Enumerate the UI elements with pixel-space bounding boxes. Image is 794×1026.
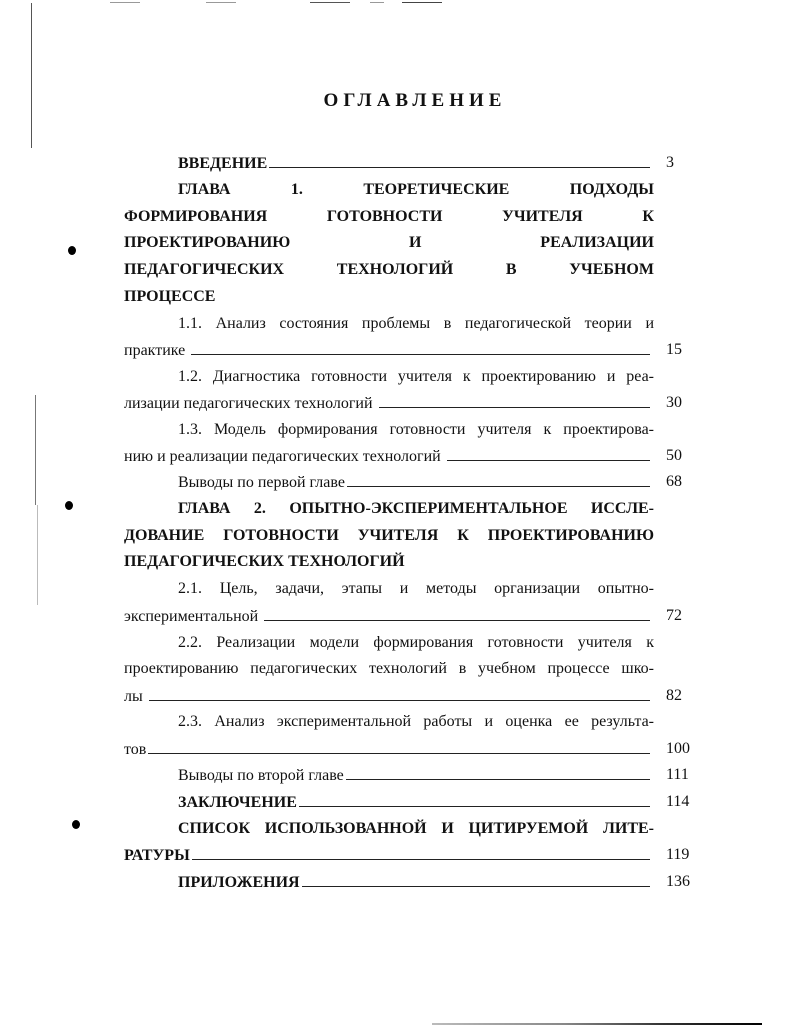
toc-section-1-2-line2[interactable] [124, 393, 654, 414]
scan-top-mark [402, 2, 442, 3]
dot-leader [346, 765, 650, 780]
dot-leader [269, 153, 650, 168]
toc-chapter1-line1[interactable] [124, 180, 654, 200]
toc-references-line1[interactable]: СПИСОК ИСПОЛЬЗОВАННОЙ И ЦИТИРУЕМОЙ ЛИТЕ- [178, 820, 654, 837]
toc-section-2-1-line2[interactable] [124, 606, 654, 627]
word: ПОДХОДЫ [569, 181, 654, 198]
toc-entry-appendix[interactable] [124, 872, 654, 893]
toc-section-1-2-line1[interactable]: 1.2. Диагностика готовности учителя к проектированию и реа- [178, 368, 654, 385]
toc-references-line2[interactable] [124, 845, 654, 866]
word: УЧИТЕЛЯ [502, 208, 583, 225]
punch-hole-mark [72, 820, 80, 829]
scan-top-mark [370, 2, 384, 3]
toc-entry-label: экспериментальной [124, 608, 259, 625]
toc-chapter1-line5[interactable]: ПРОЦЕССЕ [124, 288, 216, 305]
toc-section-2-1-line1[interactable]: 2.1. Цель, задачи, этапы и методы организации опытно- [178, 580, 654, 597]
scan-top-mark [206, 2, 236, 3]
toc-page-number: 3 [666, 154, 674, 171]
toc-entry-conclusion[interactable] [124, 792, 654, 813]
toc-entry-label: ЗАКЛЮЧЕНИЕ [178, 794, 297, 811]
toc-entry-label: нию и реализации педагогических технологий [124, 448, 441, 465]
word: И [409, 234, 422, 251]
page-title: ОГЛАВЛЕНИЕ [323, 90, 507, 111]
toc-entry-label: тов [124, 741, 147, 758]
scan-top-mark [110, 2, 140, 3]
dot-leader [148, 739, 650, 754]
dot-leader [264, 606, 650, 621]
toc-page-number: 114 [666, 793, 690, 810]
toc-page-number: 100 [666, 740, 690, 757]
toc-chapter2-line3[interactable]: ПЕДАГОГИЧЕСКИХ ТЕХНОЛОГИЙ [124, 553, 405, 570]
word: 1. [290, 181, 303, 198]
toc-page-number: 50 [666, 447, 682, 464]
punch-hole-mark [65, 501, 73, 510]
scan-edge-line [35, 395, 36, 505]
toc-entry-label: РАТУРЫ [124, 847, 190, 864]
word: ГОТОВНОСТИ [326, 208, 443, 225]
word: ТЕХНОЛОГИЙ [336, 261, 454, 278]
toc-page-number: 68 [666, 473, 682, 490]
scan-bottom-line [432, 1023, 762, 1025]
scan-edge-line [31, 3, 32, 148]
toc-entry-label: лизации педагогических технологий [124, 395, 373, 412]
punch-hole-mark [68, 246, 76, 255]
dot-leader [299, 792, 650, 807]
word: РЕАЛИЗАЦИИ [540, 234, 654, 251]
dot-leader [191, 340, 650, 355]
word: В [505, 261, 517, 278]
toc-conclusions-ch1[interactable] [124, 472, 654, 493]
toc-section-2-3-line1[interactable]: 2.3. Анализ экспериментальной работы и оценка ее результа- [178, 713, 654, 730]
toc-entry-label: Выводы по первой главе [178, 474, 345, 491]
toc-page-number: 72 [666, 607, 682, 624]
dot-leader [192, 845, 650, 860]
toc-section-2-2-line1[interactable]: 2.2. Реализации модели формирования готовности учителя к [178, 634, 654, 651]
toc-section-1-3-line1[interactable]: 1.3. Модель формирования готовности учителя к проектирова- [178, 421, 654, 438]
toc-section-1-1-line2[interactable] [124, 340, 654, 361]
dot-leader [447, 446, 650, 461]
toc-entry-label: Выводы по второй главе [178, 767, 344, 784]
dot-leader [347, 472, 650, 487]
toc-page-number: 111 [666, 766, 689, 783]
toc-entry-label: практике [124, 342, 186, 359]
scan-top-mark [310, 2, 350, 3]
toc-page-number: 119 [666, 846, 690, 863]
scan-edge-line [37, 505, 38, 605]
toc-entry-label: ВВЕДЕНИЕ [178, 155, 268, 172]
toc-chapter1-line2[interactable] [124, 207, 654, 227]
word: ПРОЕКТИРОВАНИЮ [124, 234, 291, 251]
toc-page-number: 136 [666, 873, 690, 890]
toc-section-2-2-line3[interactable] [124, 686, 654, 707]
toc-chapter1-line3[interactable] [124, 233, 654, 253]
toc-entry-label: лы [124, 688, 143, 705]
word: УЧЕБНОМ [569, 261, 654, 278]
toc-section-1-3-line2[interactable] [124, 446, 654, 467]
word: ТЕОРЕТИЧЕСКИЕ [363, 181, 510, 198]
dot-leader [302, 872, 650, 887]
word: ФОРМИРОВАНИЯ [124, 208, 268, 225]
toc-entry-label: ПРИЛОЖЕНИЯ [178, 874, 300, 891]
word: К [642, 208, 654, 225]
toc-chapter2-line2[interactable]: ДОВАНИЕ ГОТОВНОСТИ УЧИТЕЛЯ К ПРОЕКТИРОВАНИЮ [124, 527, 654, 544]
toc-page-number: 15 [666, 341, 682, 358]
dot-leader [149, 686, 650, 701]
toc-chapter2-line1[interactable]: ГЛАВА 2. ОПЫТНО-ЭКСПЕРИМЕНТАЛЬНОЕ ИССЛЕ- [178, 500, 654, 517]
toc-entry-intro[interactable] [124, 153, 654, 174]
word: ГЛАВА [178, 181, 231, 198]
toc-chapter1-line4[interactable] [124, 260, 654, 280]
toc-section-2-2-line2[interactable]: проектированию педагогических технологий в учебном процессе шко- [124, 660, 654, 677]
toc-page-number: 30 [666, 394, 682, 411]
toc-conclusions-ch2[interactable] [124, 765, 654, 786]
word: ПЕДАГОГИЧЕСКИХ [124, 261, 285, 278]
toc-section-1-1-line1[interactable]: 1.1. Анализ состояния проблемы в педагогической теории и [178, 315, 654, 332]
toc-page-number: 82 [666, 687, 682, 704]
dot-leader [379, 393, 650, 408]
toc-section-2-3-line2[interactable] [124, 739, 654, 760]
